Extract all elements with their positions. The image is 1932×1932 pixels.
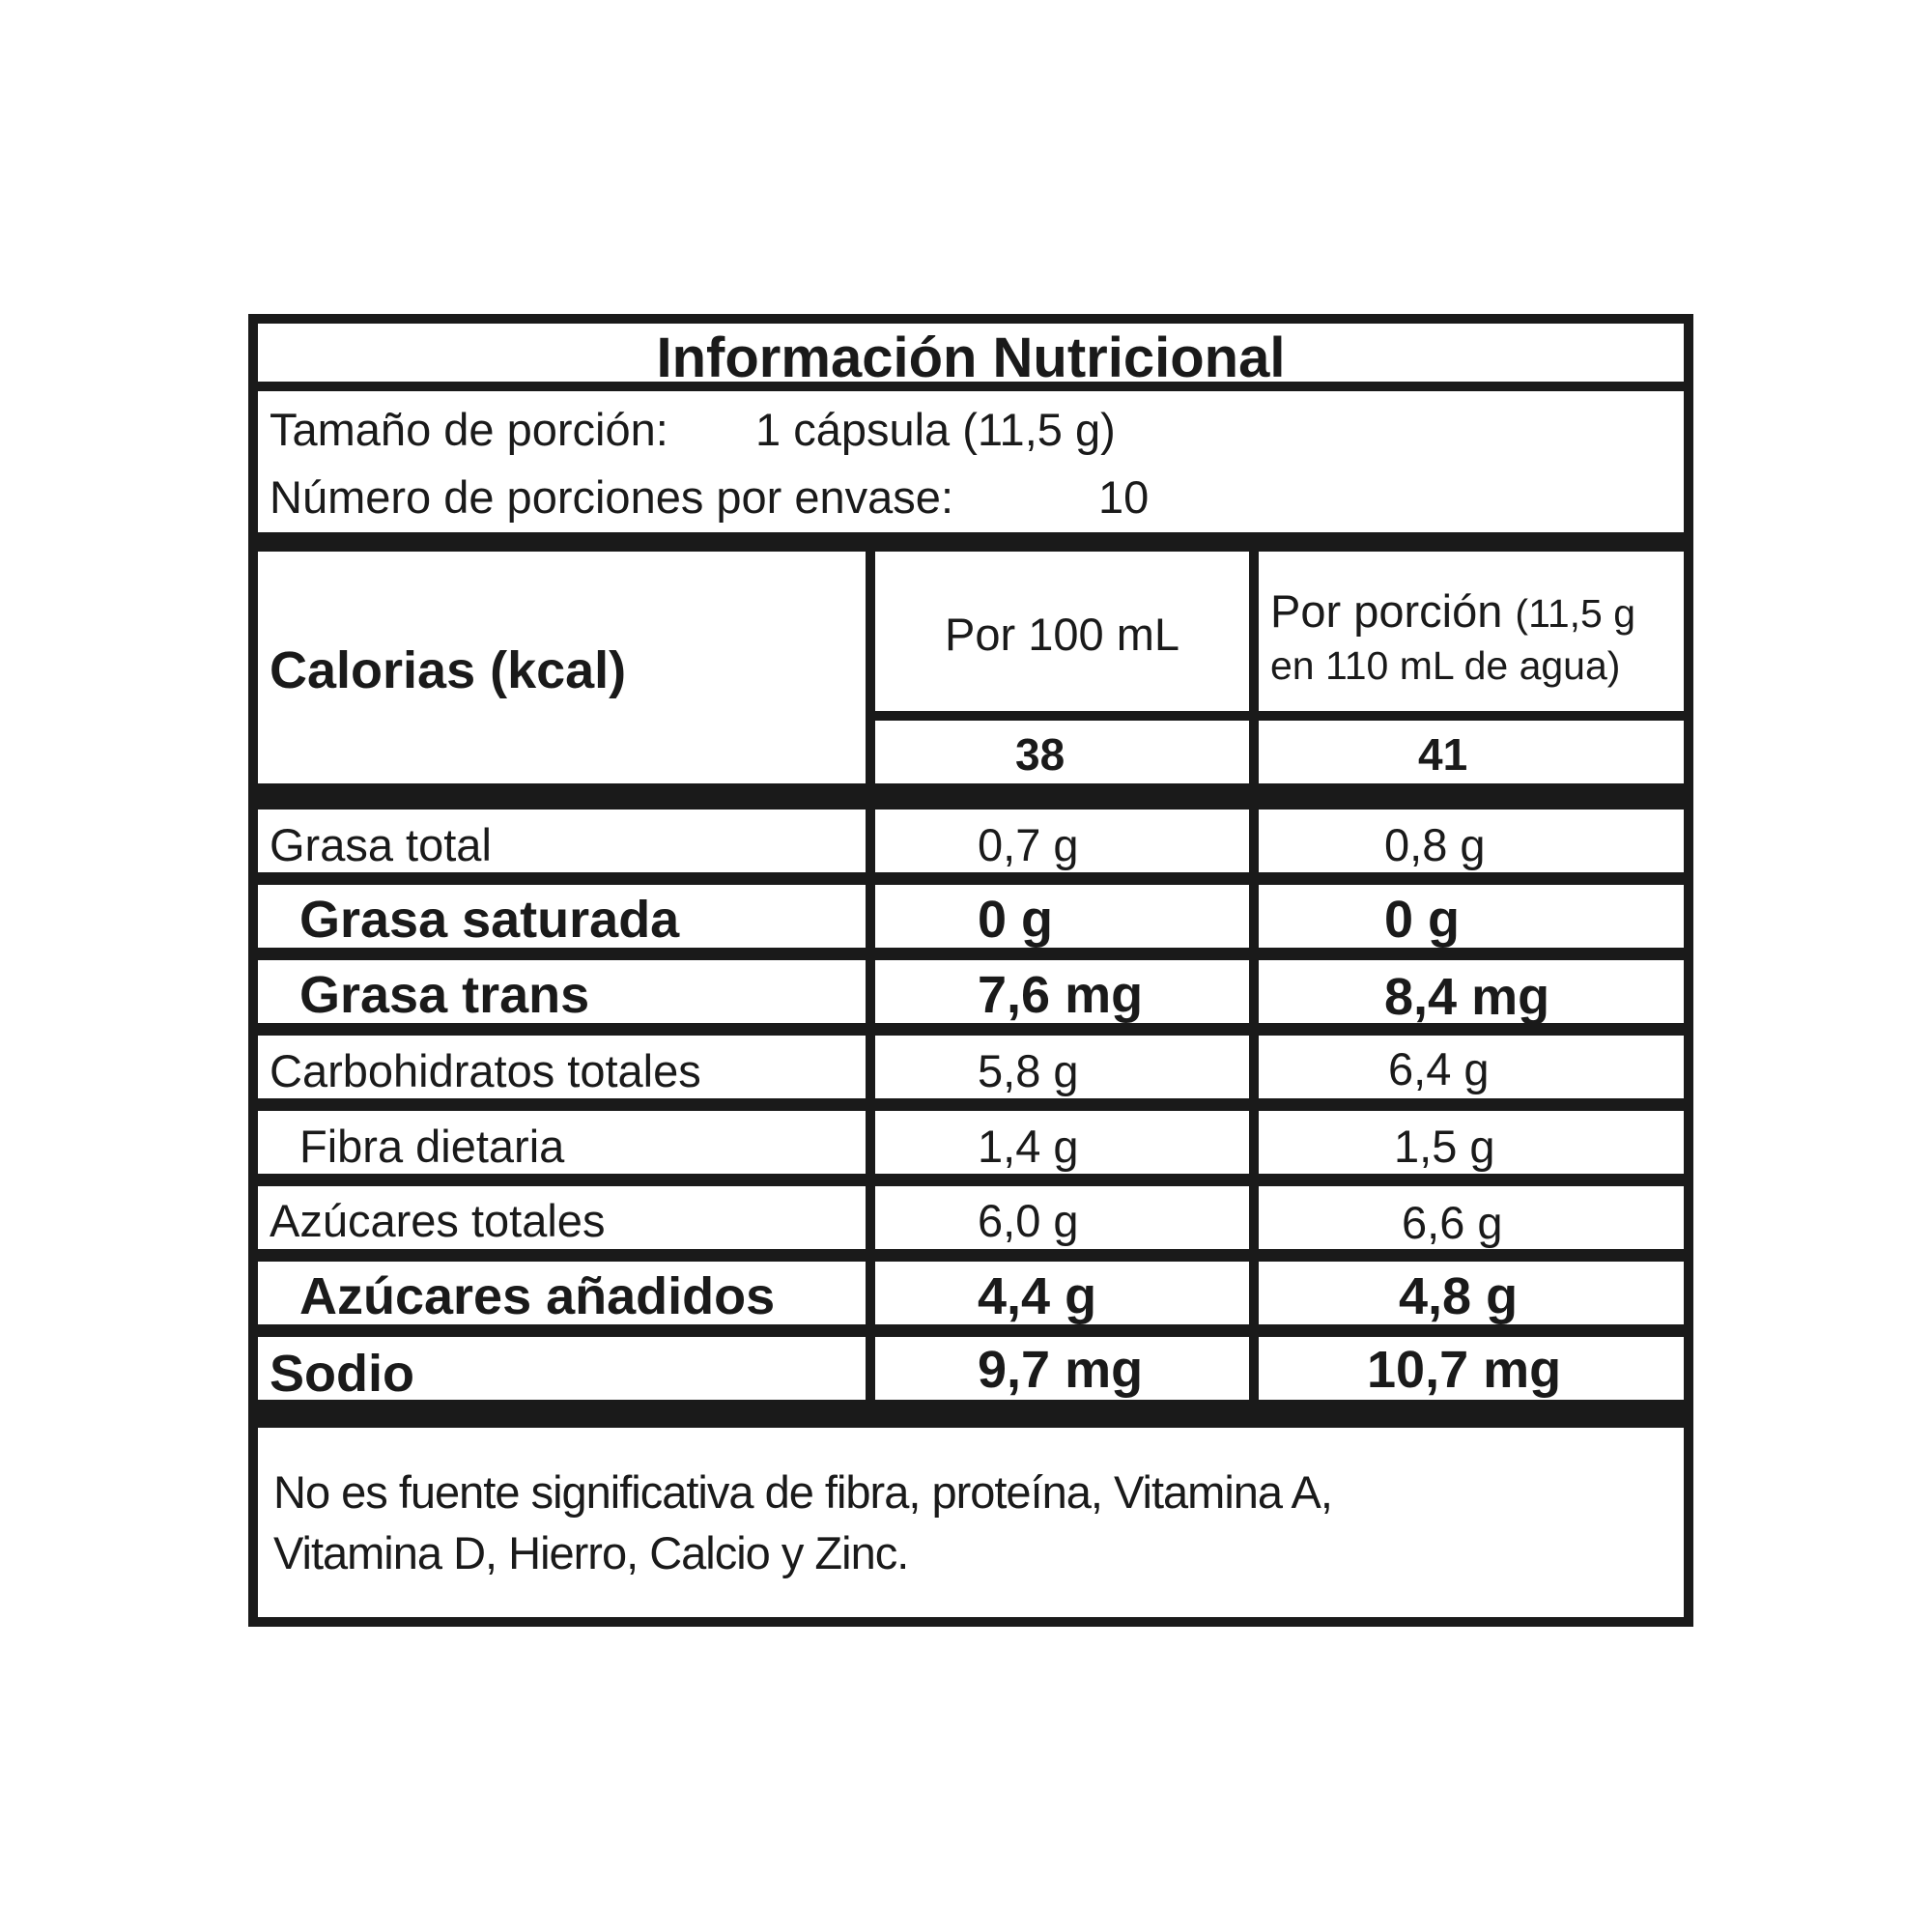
row-col1-cell [875,1111,1249,1174]
footnote-cell [258,1428,1684,1617]
row-label: Azúcares añadidos [299,1267,776,1325]
row-col2-value: 0 g [1384,891,1461,949]
row-col2-cell [1259,1337,1684,1400]
calories-col1-cell [875,721,1249,783]
row-col2-value: 8,4 mg [1384,968,1550,1026]
row-col1-value: 0,7 g [978,819,1079,870]
row-label: Grasa total [270,819,492,870]
row-label-cell [258,1337,866,1403]
row-label-cell [258,810,866,872]
col2-header [1270,585,1636,637]
row-label-cell [258,1036,866,1098]
row-col1-value: 9,7 mg [978,1341,1144,1399]
title-cell [258,324,1684,389]
calories-col1-value: 38 [1015,729,1065,780]
row-col1-cell [875,1262,1249,1324]
col2-header-small-2: en 110 mL de agua) [1270,643,1621,688]
row-label-cell [258,885,866,948]
footnote-line-1: No es fuente significativa de fibra, proteína, Vitamina A, [273,1466,1332,1518]
row-col1-value: 1,4 g [978,1121,1079,1172]
row-label: Grasa saturada [299,891,680,949]
panel-title: Información Nutricional [656,327,1286,389]
row-col1-cell [875,1337,1249,1400]
calories-label: Calorias (kcal) [270,641,627,699]
serving-size-label: Tamaño de porción: [270,404,668,455]
row-label: Carbohidratos totales [270,1045,701,1096]
row-col1-cell [875,810,1249,872]
row-col1-value: 4,4 g [978,1267,1097,1325]
row-col2-cell [1259,885,1684,948]
col1-header: Por 100 mL [945,609,1179,660]
calories-label-cell [258,552,866,783]
col2-header-cell [1259,552,1684,711]
serving-size-value: 1 cápsula (11,5 g) [755,404,1116,455]
row-col2-value: 6,4 g [1388,1043,1490,1094]
row-col2-cell [1259,1036,1684,1098]
servings-label: Número de porciones por envase: [270,471,954,523]
row-label-cell [258,1262,866,1324]
row-col2-value: 10,7 mg [1367,1341,1562,1399]
row-col2-cell [1259,960,1684,1026]
row-col2-value: 6,6 g [1402,1197,1503,1248]
calories-col2-cell [1259,721,1684,783]
row-col1-value: 5,8 g [978,1045,1079,1096]
row-col1-value: 0 g [978,891,1054,949]
row-col2-value: 4,8 g [1399,1267,1519,1325]
col1-header-cell [875,552,1249,711]
footnote-line-2: Vitamina D, Hierro, Calcio y Zinc. [273,1527,909,1578]
row-col2-value: 0,8 g [1384,819,1486,870]
row-label: Grasa trans [299,966,590,1024]
row-col1-value: 7,6 mg [978,966,1144,1024]
row-col2-cell [1259,810,1684,872]
row-col1-value: 6,0 g [978,1195,1079,1246]
row-col1-cell [875,960,1249,1023]
servings-value: 10 [1098,471,1150,523]
row-label: Fibra dietaria [299,1121,565,1172]
serving-info-cell [258,391,1684,532]
calories-col2-value: 41 [1418,729,1468,780]
row-label-cell [258,1186,866,1249]
row-label-cell [258,960,866,1023]
row-col2-cell [1259,1111,1684,1174]
row-col2-cell [1259,1186,1684,1249]
row-col1-cell [875,1036,1249,1098]
row-col2-cell [1259,1262,1684,1324]
row-col2-value: 1,5 g [1394,1121,1495,1172]
row-label: Sodio [270,1345,414,1403]
row-col1-cell [875,885,1249,948]
col2-header-small-1: (11,5 g [1515,591,1636,636]
row-label: Azúcares totales [270,1195,606,1246]
col2-header-main: Por porción [1270,585,1503,637]
row-label-cell [258,1111,866,1174]
nutrition-facts-panel [248,314,1693,1627]
row-col1-cell [875,1186,1249,1249]
